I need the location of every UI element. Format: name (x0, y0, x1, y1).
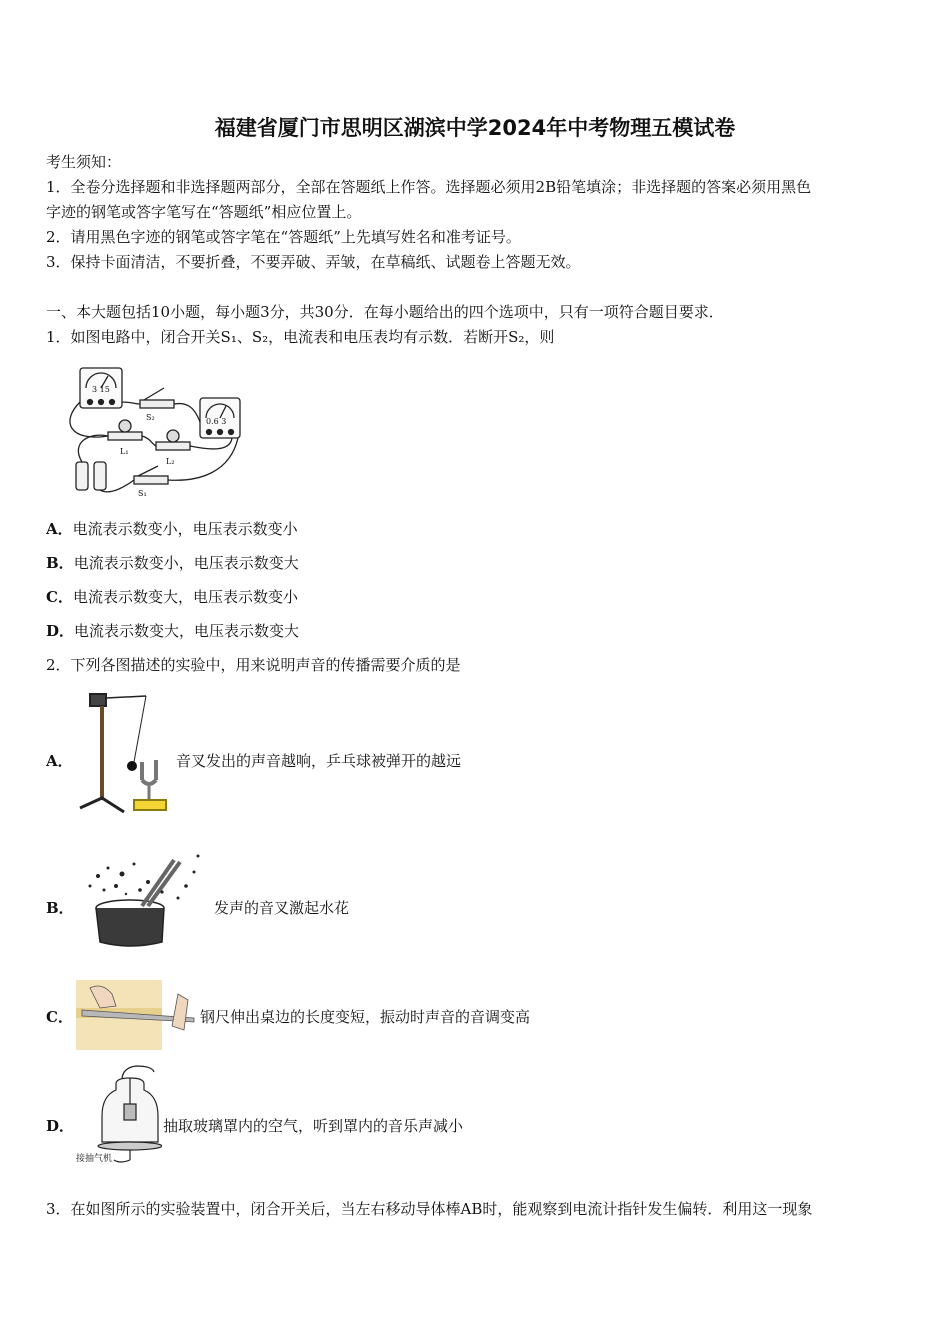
q1-option-c (46, 587, 298, 607)
notice-line-3: 3．保持卡面清洁，不要折叠，不要弄破、弄皱，在草稿纸、试题卷上答题无效。 (46, 253, 581, 271)
switch-s1-label: S₁ (138, 489, 147, 498)
q2-option-d-letter: D． (46, 1117, 75, 1135)
q2-option-b-letter: B． (46, 899, 74, 917)
section-heading: 一、本大题包括10小题，每小题3分，共30分．在每小题给出的四个选项中，只有一项符合题目要求． (46, 303, 724, 321)
q2-option-d-text: 抽取玻璃罩内的空气，听到罩内的音乐声减小 (163, 1117, 464, 1135)
q2-option-b-text: 发声的音叉激起水花 (214, 899, 350, 917)
q2-option-c-letter: C． (46, 1008, 73, 1026)
voltmeter-scale-label: 3 15 (92, 385, 110, 394)
q2-option-c-text: 钢尺伸出桌边的长度变短，振动时声音的音调变高 (200, 1008, 531, 1026)
notice-line-1: 1．全卷分选择题和非选择题两部分，全部在答题纸上作答。选择题必须用2B铅笔填涂；非选择题的答案必须用黑色 (46, 178, 812, 196)
tuning-fork-pingpong-figure (76, 688, 172, 822)
question-1-stem: 1．如图电路中，闭合开关S₁、S₂，电流表和电压表均有示数．若断开S₂，则 (46, 328, 555, 346)
q1-option-d (46, 621, 299, 641)
notice-heading: 考生须知： (46, 153, 122, 171)
option-text: 电流表示数变小，电压表示数变小 (72, 520, 298, 538)
vacuum-pump-label: 接抽气机 (76, 1154, 113, 1164)
option-text: 电流表示数变小，电压表示数变大 (73, 554, 299, 572)
option-text: 电流表示数变大，电压表示数变小 (72, 588, 298, 606)
option-letter: D． (46, 622, 75, 640)
q1-option-b (46, 553, 299, 573)
question-3-stem: 3．在如图所示的实验装置中，闭合开关后，当左右移动导体棒AB时，能观察到电流计指针发生偏转．利用这一现象 (46, 1200, 813, 1218)
circuit-figure (60, 362, 250, 502)
option-letter: C． (46, 588, 73, 606)
bulb-l2-label: L₂ (166, 457, 175, 466)
bulb-l1-label: L₁ (120, 447, 129, 456)
option-letter: A． (46, 520, 73, 538)
ammeter-scale-label: 0.6 3 (206, 417, 227, 426)
bell-jar-figure (70, 1060, 162, 1168)
option-letter: B． (46, 554, 74, 572)
q2-option-a-text: 音叉发出的声音越响，乒乓球被弹开的越远 (176, 752, 462, 770)
option-text: 电流表示数变大，电压表示数变大 (74, 622, 300, 640)
switch-s2-label: S₂ (146, 413, 155, 422)
steel-ruler-figure (76, 980, 200, 1050)
q2-option-a-letter: A． (46, 752, 73, 770)
notice-line-1b: 字迹的钢笔或答字笔写在“答题纸”相应位置上。 (46, 203, 362, 221)
page-title: 福建省厦门市思明区湖滨中学2024年中考物理五模试卷 (214, 116, 736, 140)
notice-line-2: 2．请用黑色字迹的钢笔或答字笔在“答题纸”上先填写姓名和准考证号。 (46, 228, 521, 246)
water-splash-figure (78, 846, 210, 950)
question-2-stem: 2．下列各图描述的实验中，用来说明声音的传播需要介质的是 (46, 656, 461, 674)
q1-option-a (46, 519, 298, 539)
